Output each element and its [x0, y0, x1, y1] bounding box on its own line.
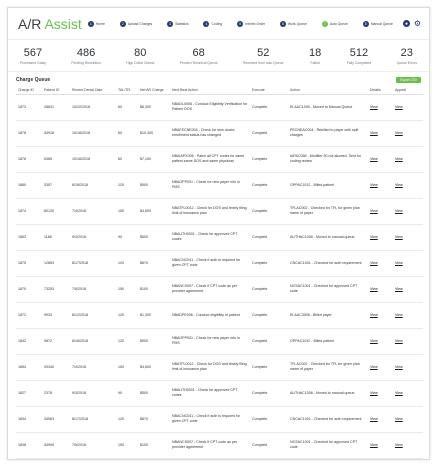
table-cell: Complete — [250, 354, 288, 380]
view-details-link[interactable]: View — [368, 146, 393, 172]
table-row — [16, 224, 423, 250]
table-cell: Complete — [250, 302, 288, 328]
table-cell: NBADPE006 - Conduct eligibility of patient — [170, 302, 250, 328]
table-cell: 8/17/2018 — [70, 406, 116, 432]
nav-number-badge: 4 — [203, 21, 209, 27]
view-details-link[interactable]: View — [368, 198, 393, 224]
table-cell: NBAIAPX006 - Patch all CPT codes for same patient same DOS and same physician — [170, 146, 250, 172]
nav-item-label: Interim Order — [245, 21, 266, 26]
table-cell: Complete — [250, 250, 288, 276]
table-row — [16, 120, 423, 146]
column-header[interactable]: TAL/TFL — [116, 86, 138, 94]
table-cell: 54918 — [42, 120, 70, 146]
table-cell: $7,100 — [138, 146, 170, 172]
table-cell: Complete — [250, 146, 288, 172]
table-cell: 2378 — [42, 380, 70, 406]
column-header[interactable]: Appeal — [393, 86, 423, 94]
table-cell: TFLAC002 - Checked for TFL for given plan name of payer — [288, 198, 368, 224]
table-cell: 150 — [116, 276, 138, 302]
nav-item-5[interactable] — [237, 21, 265, 27]
table-cell: 1842 — [16, 328, 42, 354]
view-details-link[interactable]: View — [368, 120, 393, 146]
table-cell: 1186 — [42, 224, 70, 250]
table-cell: 120 — [116, 328, 138, 354]
table-row — [16, 94, 423, 120]
table-row — [16, 380, 423, 406]
table-cell: 3357 — [42, 172, 70, 198]
table-cell: 54909 — [42, 432, 70, 458]
view-appeal-link[interactable]: View — [393, 120, 423, 146]
table-cell: 7/5/2018 — [70, 276, 116, 302]
stats-bar — [8, 40, 429, 72]
table-cell: Complete — [250, 328, 288, 354]
view-appeal-link[interactable]: View — [393, 380, 423, 406]
table-cell: $1,300 — [138, 302, 170, 328]
view-details-link[interactable]: View — [368, 224, 393, 250]
stat-label: Failed — [310, 61, 320, 65]
stat-card[interactable] — [20, 48, 46, 65]
app-window — [7, 7, 430, 460]
table-row — [16, 302, 423, 328]
table-cell: 10/18/2018 — [70, 120, 116, 146]
stat-value: 52 — [257, 47, 270, 59]
table-row — [16, 354, 423, 380]
table-cell: 93340 — [42, 354, 70, 380]
table-cell: 1878 — [16, 120, 42, 146]
table-cell: 1875 — [16, 250, 42, 276]
table-cell: 7/5/2018 — [70, 432, 116, 458]
table-cell: $870 — [138, 406, 170, 432]
column-header[interactable]: Execute — [250, 86, 288, 94]
table-cell: 120 — [116, 250, 138, 276]
charge-queue-table — [16, 86, 423, 459]
table-cell: 8/12/2018 — [70, 302, 116, 328]
stat-value: 512 — [349, 47, 369, 59]
table-cell: Complete — [250, 198, 288, 224]
table-cell: 10/22/2018 — [70, 94, 116, 120]
nav-item-label: Auto Queue — [329, 21, 348, 26]
table-cell: 1876 — [16, 146, 42, 172]
nav-number-badge: 6 — [280, 21, 286, 27]
table-cell: CNCAC1001 - Checked for auth requirement — [288, 406, 368, 432]
table-cell: 5365 — [42, 146, 70, 172]
table-cell: CNCAC1001 - Checked for auth requirement — [288, 250, 368, 276]
stat-card[interactable] — [347, 48, 372, 65]
table-cell: Complete — [250, 224, 288, 250]
table-cell: NBAUTH0001 - Check for approved CPT codes — [170, 380, 250, 406]
stat-card[interactable] — [180, 48, 218, 65]
user-avatar-icon[interactable]: ● — [404, 20, 409, 27]
table-cell: 1873 — [16, 94, 42, 120]
stat-label: Pending Resolution — [71, 61, 101, 65]
table-cell: 80125 — [42, 198, 70, 224]
view-appeal-link[interactable]: View — [393, 94, 423, 120]
table-cell: $870 — [138, 250, 170, 276]
stat-card[interactable] — [309, 48, 321, 65]
gear-icon[interactable]: ⚙ — [413, 19, 422, 28]
column-header[interactable]: Recent Denial Date — [70, 86, 116, 94]
stat-value: 567 — [23, 47, 43, 59]
nav-number-badge: 2 — [120, 21, 126, 27]
view-appeal-link[interactable]: View — [393, 432, 423, 458]
queue-header — [8, 72, 429, 86]
view-appeal-link[interactable]: View — [393, 354, 423, 380]
table-cell: NBAOPP001 - Check for new payer info in PMS — [170, 328, 250, 354]
table-cell: 7/4/2018 — [70, 198, 116, 224]
table-cell: Complete — [250, 276, 288, 302]
view-appeal-link[interactable]: View — [393, 224, 423, 250]
table-cell: 8/18/2018 — [70, 328, 116, 354]
nav-number-badge: 7 — [322, 21, 328, 27]
table-cell: $4,600 — [138, 198, 170, 224]
nav-item-3[interactable] — [167, 21, 189, 27]
stat-label: Fully Completed — [346, 61, 372, 65]
stat-card[interactable] — [397, 48, 417, 65]
table-cell: $900 — [138, 172, 170, 198]
table-cell: 1827 — [16, 380, 42, 406]
stat-card[interactable] — [126, 48, 154, 65]
nav-number-badge: 3 — [167, 21, 173, 27]
table-row — [16, 250, 423, 276]
nav-item-label: Manual Queue — [370, 21, 393, 26]
table-cell: 12853 — [42, 250, 70, 276]
table-cell: 1860 — [16, 172, 42, 198]
table-cell: Complete — [250, 172, 288, 198]
view-details-link[interactable]: View — [368, 302, 393, 328]
table-cell: 120 — [116, 172, 138, 198]
table-cell: Complete — [250, 432, 288, 458]
view-appeal-link[interactable]: View — [393, 250, 423, 276]
table-cell: 73253 — [42, 276, 70, 302]
nav-item-2[interactable] — [120, 21, 153, 27]
table-cell: 34563 — [42, 406, 70, 432]
stat-label: Pended Technical Queue — [179, 61, 218, 65]
table-row — [16, 328, 423, 354]
table-cell: 1854 — [16, 354, 42, 380]
view-details-link[interactable]: View — [368, 94, 393, 120]
table-cell: 8/18/2018 — [70, 172, 116, 198]
table-cell: 28631 — [42, 94, 70, 120]
nav-item-8[interactable] — [363, 21, 393, 27]
view-details-link[interactable]: View — [368, 406, 393, 432]
stat-label: High Dollar Claims — [126, 61, 155, 65]
column-header[interactable]: Action — [288, 86, 368, 94]
table-cell: 150 — [116, 198, 138, 224]
logo-part-a: A/R — [18, 15, 42, 32]
view-details-link[interactable]: View — [368, 432, 393, 458]
stat-card[interactable] — [71, 48, 100, 65]
table-cell: AUTHAC1008 - Moved to manual queue — [288, 380, 368, 406]
table-cell: 120 — [116, 302, 138, 328]
nav-item-label: Upload Charges — [127, 21, 153, 26]
stat-label: Processed Today — [20, 61, 46, 65]
stat-value: 18 — [309, 47, 322, 59]
table-row — [16, 198, 423, 224]
view-details-link[interactable]: View — [368, 276, 393, 302]
table-cell: NBATFL0012 - Check for DOS and timely filing limit of insurance plan — [170, 198, 250, 224]
view-details-link[interactable]: View — [368, 380, 393, 406]
table-row — [16, 432, 423, 458]
table-cell: 10/18/2018 — [70, 146, 116, 172]
table-cell: NBANCS007 - Check if CPT code as per provider agreement — [170, 432, 250, 458]
table-cell: $6,300 — [138, 94, 170, 120]
view-details-link[interactable]: View — [368, 172, 393, 198]
stat-value: 23 — [400, 47, 413, 59]
table-cell: Complete — [250, 120, 288, 146]
table-cell: 60 — [116, 146, 138, 172]
table-cell: TFLAC002 - Checked for TFL for given plan name of payer — [288, 354, 368, 380]
view-appeal-link[interactable]: View — [393, 276, 423, 302]
table-cell: NBATFL0012 - Check for DOS and timely filing limit of insurance plan — [170, 354, 250, 380]
table-cell: OPPAC1012 - Billed patient — [288, 172, 368, 198]
view-appeal-link[interactable]: View — [393, 302, 423, 328]
table-cell: NBADL0006 - Conduct Eligibility Verification for Patient DOS — [170, 94, 250, 120]
table-cell: 9/3/2018 — [70, 380, 116, 406]
nav-number-badge: 1 — [88, 21, 94, 27]
table-cell: $100 — [138, 432, 170, 458]
table-cell: 1863 — [16, 224, 42, 250]
nav-item-4[interactable] — [203, 21, 222, 27]
table-cell: 60 — [116, 94, 138, 120]
table-header-row — [16, 86, 423, 94]
top-header — [8, 8, 429, 40]
nav-number-badge: 8 — [363, 21, 369, 27]
nav-item-1[interactable] — [88, 21, 105, 27]
column-header[interactable]: Patient ID — [42, 86, 70, 94]
nav-item-label: Statistics — [175, 21, 189, 26]
table-cell: ELAAC1005 - Moved to Manual Queue — [288, 94, 368, 120]
nav-item-label: Work Queue — [287, 21, 307, 26]
table-cell: Complete — [250, 94, 288, 120]
header-icons — [399, 20, 421, 27]
table-cell: 8/17/2018 — [70, 250, 116, 276]
table-cell: 7/4/2018 — [70, 354, 116, 380]
nav-item-label: Coding — [211, 21, 223, 26]
table-row — [16, 172, 423, 198]
stat-label: Received from auto Queue — [243, 61, 284, 65]
table-cell: 1834 — [16, 406, 42, 432]
logo-part-b: Assist — [44, 15, 82, 32]
table-cell: 90 — [116, 224, 138, 250]
table-cell: $500 — [138, 380, 170, 406]
table-cell: $10,400 — [138, 120, 170, 146]
table-cell: PECNEAC004 - Rebilled to payer with split charges — [288, 120, 368, 146]
stat-card[interactable] — [243, 48, 284, 65]
table-cell: NBACNC041 - Check if auth is required for given CPT code — [170, 406, 250, 432]
export-csv-button[interactable]: Export CSV — [396, 77, 421, 83]
table-cell: 120 — [116, 406, 138, 432]
table-cell: 9/3/2018 — [70, 224, 116, 250]
table-cell: $4,600 — [138, 354, 170, 380]
table-cell: 1872 — [16, 302, 42, 328]
view-appeal-link[interactable]: View — [393, 328, 423, 354]
stat-value: 68 — [192, 47, 205, 59]
view-details-link[interactable]: View — [368, 328, 393, 354]
table-cell: 1870 — [16, 276, 42, 302]
column-header[interactable]: Net AR Charge — [138, 86, 170, 94]
table-cell: $500 — [138, 224, 170, 250]
table-cell: $100 — [138, 276, 170, 302]
table-cell: 1838 — [16, 432, 42, 458]
table-cell: NCSAC1001 - Checked for approved CPT code — [288, 276, 368, 302]
view-details-link[interactable]: View — [368, 250, 393, 276]
table-row — [16, 146, 423, 172]
view-appeal-link[interactable]: View — [393, 198, 423, 224]
nav-item-label: Home — [95, 21, 105, 26]
table-cell: NCSAC1001 - Checked for approved CPT code — [288, 432, 368, 458]
view-details-link[interactable]: View — [368, 354, 393, 380]
table-cell: 150 — [116, 432, 138, 458]
table-cell: NBAOPP001 - Check for new payer info in PMS — [170, 172, 250, 198]
column-header[interactable]: Details — [368, 86, 393, 94]
table-body — [16, 94, 423, 458]
table-cell: Complete — [250, 380, 288, 406]
column-header[interactable]: Next Best Action — [170, 86, 250, 94]
view-appeal-link[interactable]: View — [393, 172, 423, 198]
table-row — [16, 276, 423, 302]
queue-title: Charge Queue — [16, 77, 51, 83]
nav-item-6[interactable] — [280, 21, 307, 27]
table-cell: 9872 — [42, 328, 70, 354]
table-cell: 90 — [116, 380, 138, 406]
table-cell: 150 — [116, 354, 138, 380]
table-cell: IAPAC056 - Modifier 50 not allowed. Sent for coding review — [288, 146, 368, 172]
table-cell: NBACNC041 - Check if auth is required for given CPT code — [170, 250, 250, 276]
app-logo[interactable] — [18, 16, 82, 32]
main-nav — [88, 21, 393, 27]
stat-value: 80 — [134, 47, 147, 59]
table-cell: $900 — [138, 328, 170, 354]
table-cell: AUTHAC1008 - Moved to manual queue — [288, 224, 368, 250]
table-cell: Complete — [250, 406, 288, 432]
table-cell: ELAAC3008 - Billed payer — [288, 302, 368, 328]
table-cell: NBANCS007 - Check if CPT code as per provider agreement — [170, 276, 250, 302]
table-cell: 1874 — [16, 198, 42, 224]
table-cell: OPPAC1012 - Billed patient — [288, 328, 368, 354]
view-appeal-link[interactable]: View — [393, 146, 423, 172]
table-cell: NBAUTH0001 - Check for approved CPT codes — [170, 224, 250, 250]
column-header[interactable]: Charge ID — [16, 86, 42, 94]
stat-value: 486 — [76, 47, 96, 59]
nav-number-badge: 5 — [237, 21, 243, 27]
table-cell: 9933 — [42, 302, 70, 328]
table-cell: NBAFECNE004 - Check for new doctor enrollment status has changed — [170, 120, 250, 146]
stat-label: Queue Errors — [396, 61, 417, 65]
view-appeal-link[interactable]: View — [393, 406, 423, 432]
table-row — [16, 406, 423, 432]
nav-item-7[interactable] — [322, 21, 348, 27]
table-cell: 60 — [116, 120, 138, 146]
